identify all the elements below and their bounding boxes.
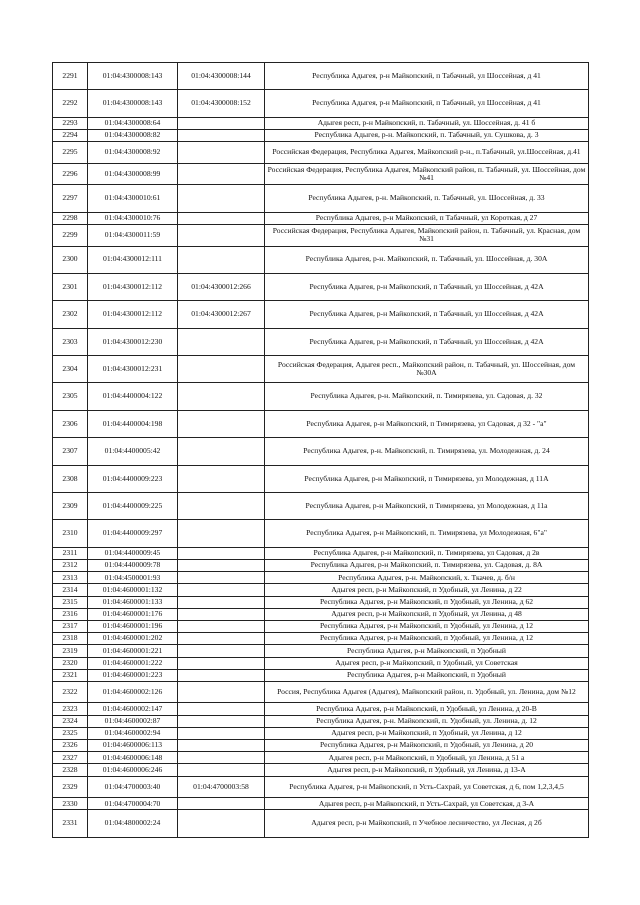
cadastral-number-cell: 01:04:4300011:59 <box>88 224 178 246</box>
address-cell: Республика Адыгея, р-н Майкопский, п Удобный, ул Ленина, д 20 <box>265 740 589 752</box>
linked-cadastral-number-cell <box>178 810 265 837</box>
cadastral-number-cell: 01:04:4800002:24 <box>88 810 178 837</box>
cadastral-number-cell: 01:04:4300008:143 <box>88 90 178 117</box>
cadastral-number-cell: 01:04:4600002:126 <box>88 681 178 703</box>
cadastral-number-cell: 01:04:4600001:222 <box>88 657 178 669</box>
address-cell: Республика Адыгея, р-н Майкопский, п Удобный, ул Ленина, д 12 <box>265 620 589 632</box>
cadastral-number-cell: 01:04:4600002:94 <box>88 727 178 739</box>
cadastral-number-cell: 01:04:4400009:78 <box>88 560 178 572</box>
address-cell: Республика Адыгея, р-н Майкопский, п. Тимирязева, ул. Садовая, д. 8А <box>265 560 589 572</box>
linked-cadastral-number-cell <box>178 645 265 657</box>
address-cell: Республика Адыгея, р-н. Майкопский, п. Тимирязева, ул. Садовая, д. 32 <box>265 383 589 410</box>
row-number-cell: 2304 <box>53 356 88 383</box>
address-cell: Адыгея респ, р-н Майкопский, п Удобный, ул Ленина, д 12 <box>265 727 589 739</box>
address-cell: Российская Федерация, Республика Адыгея, Майкопский район, п. Табачный, ул. Красная, дом №31 <box>265 224 589 246</box>
linked-cadastral-number-cell <box>178 727 265 739</box>
linked-cadastral-number-cell <box>178 752 265 764</box>
row-number-cell: 2330 <box>53 798 88 810</box>
address-cell: Республика Адыгея, р-н. Майкопский, п. Табачный, ул. Сушкова, д. 3 <box>265 129 589 141</box>
linked-cadastral-number-cell <box>178 410 265 437</box>
cadastral-number-cell: 01:04:4700004:70 <box>88 798 178 810</box>
table-row <box>53 727 589 739</box>
table-row <box>53 465 589 492</box>
linked-cadastral-number-cell <box>178 657 265 669</box>
row-number-cell: 2311 <box>53 547 88 559</box>
address-cell: Республика Адыгея, р-н Майкопский, п Табачный, ул Шоссейная, д 42А <box>265 273 589 300</box>
row-number-cell: 2321 <box>53 669 88 681</box>
address-cell: Республика Адыгея, р-н Майкопский, п Удобный <box>265 669 589 681</box>
table-row <box>53 681 589 703</box>
cadastral-number-cell: 01:04:4600001:221 <box>88 645 178 657</box>
table-row <box>53 493 589 520</box>
cadastral-number-cell: 01:04:4300012:112 <box>88 273 178 300</box>
table-row <box>53 356 589 383</box>
cadastral-number-cell: 01:04:4600001:196 <box>88 620 178 632</box>
row-number-cell: 2317 <box>53 620 88 632</box>
address-cell: Республика Адыгея, р-н. Майкопский, п. Тимирязева, ул. Молодежная, д. 24 <box>265 438 589 465</box>
row-number-cell: 2299 <box>53 224 88 246</box>
cadastral-number-cell: 01:04:4400005:42 <box>88 438 178 465</box>
cadastral-number-cell: 01:04:4300010:76 <box>88 212 178 224</box>
linked-cadastral-number-cell <box>178 328 265 355</box>
linked-cadastral-number-cell <box>178 669 265 681</box>
row-number-cell: 2301 <box>53 273 88 300</box>
cadastral-number-cell: 01:04:4500001:93 <box>88 572 178 584</box>
linked-cadastral-number-cell <box>178 356 265 383</box>
table-row <box>53 129 589 141</box>
table-row <box>53 547 589 559</box>
cadastral-number-cell: 01:04:4400004:122 <box>88 383 178 410</box>
row-number-cell: 2318 <box>53 633 88 645</box>
table-row <box>53 246 589 273</box>
row-number-cell: 2313 <box>53 572 88 584</box>
cadastral-number-cell: 01:04:4600001:202 <box>88 633 178 645</box>
linked-cadastral-number-cell <box>178 764 265 776</box>
table-row <box>53 715 589 727</box>
row-number-cell: 2307 <box>53 438 88 465</box>
address-cell: Республика Адыгея, р-н Майкопский, п. Тимирязева, ул Садовая, д 2в <box>265 547 589 559</box>
linked-cadastral-number-cell <box>178 798 265 810</box>
linked-cadastral-number-cell <box>178 596 265 608</box>
table-row <box>53 142 589 164</box>
table-row <box>53 90 589 117</box>
linked-cadastral-number-cell <box>178 608 265 620</box>
linked-cadastral-number-cell: 01:04:4300008:144 <box>178 63 265 90</box>
linked-cadastral-number-cell: 01:04:4300012:267 <box>178 301 265 328</box>
address-cell: Республика Адыгея, р-н. Майкопский, х. Ткачев, д. б/н <box>265 572 589 584</box>
linked-cadastral-number-cell <box>178 715 265 727</box>
cadastral-number-cell: 01:04:4300008:99 <box>88 163 178 185</box>
table-row <box>53 596 589 608</box>
row-number-cell: 2328 <box>53 764 88 776</box>
table-row <box>53 584 589 596</box>
cadastral-number-cell: 01:04:4600001:223 <box>88 669 178 681</box>
address-cell: Республика Адыгея, р-н. Майкопский, п. Табачный, ул. Шоссейная, д. 30А <box>265 246 589 273</box>
linked-cadastral-number-cell <box>178 163 265 185</box>
address-cell: Адыгея респ, р-н Майкопский, п Удобный, ул Ленина, д 48 <box>265 608 589 620</box>
table-row <box>53 212 589 224</box>
address-cell: Республика Адыгея, р-н Майкопский, п Табачный, ул Короткая, д 27 <box>265 212 589 224</box>
address-cell: Адыгея респ, р-н Майкопский, п Удобный, ул Ленина, д 13-А <box>265 764 589 776</box>
address-cell: Республика Адыгея, р-н Майкопский, п Тимирязева, ул Молодежная, д 11А <box>265 465 589 492</box>
address-cell: Республика Адыгея, р-н Майкопский, п Табачный, ул Шоссейная, д 42А <box>265 301 589 328</box>
row-number-cell: 2323 <box>53 703 88 715</box>
linked-cadastral-number-cell <box>178 224 265 246</box>
linked-cadastral-number-cell <box>178 246 265 273</box>
row-number-cell: 2322 <box>53 681 88 703</box>
cadastral-number-cell: 01:04:4600006:246 <box>88 764 178 776</box>
address-cell: Республика Адыгея, р-н Майкопский, п Удобный, ул Ленина, д 62 <box>265 596 589 608</box>
table-row <box>53 633 589 645</box>
row-number-cell: 2302 <box>53 301 88 328</box>
cadastral-number-cell: 01:04:4300012:112 <box>88 301 178 328</box>
linked-cadastral-number-cell <box>178 465 265 492</box>
table-row <box>53 764 589 776</box>
address-cell: Адыгея респ, р-н Майкопский, п Учебное лесничество, ул Лесная, д 2б <box>265 810 589 837</box>
linked-cadastral-number-cell <box>178 620 265 632</box>
address-cell: Республика Адыгея, р-н Майкопский, п. Тимирязева, ул Молодежная, 6"а" <box>265 520 589 547</box>
linked-cadastral-number-cell: 01:04:4300012:266 <box>178 273 265 300</box>
cadastral-number-cell: 01:04:4400004:198 <box>88 410 178 437</box>
cadastral-number-cell: 01:04:4400009:223 <box>88 465 178 492</box>
linked-cadastral-number-cell <box>178 142 265 164</box>
table-row <box>53 520 589 547</box>
address-cell: Адыгея респ, р-н Майкопский, п Удобный, ул Ленина, д 22 <box>265 584 589 596</box>
linked-cadastral-number-cell <box>178 560 265 572</box>
address-cell: Российская Федерация, Республика Адыгея, Майкопский район, п. Табачный, ул. Шоссейная, дом №41 <box>265 163 589 185</box>
cadastral-number-cell: 01:04:4300008:64 <box>88 117 178 129</box>
cadastral-number-cell: 01:04:4400009:45 <box>88 547 178 559</box>
row-number-cell: 2293 <box>53 117 88 129</box>
row-number-cell: 2292 <box>53 90 88 117</box>
table-row <box>53 163 589 185</box>
row-number-cell: 2295 <box>53 142 88 164</box>
cadastral-number-cell: 01:04:4300010:61 <box>88 185 178 212</box>
address-cell: Российская Федерация, Адыгея респ., Майкопский район, п. Табачный, ул. Шоссейная, дом №30А <box>265 356 589 383</box>
cadastral-number-cell: 01:04:4300012:230 <box>88 328 178 355</box>
table-row <box>53 383 589 410</box>
table-row <box>53 572 589 584</box>
property-registry-table <box>52 62 589 838</box>
address-cell: Республика Адыгея, р-н Майкопский, п Тимирязева, ул Садовая, д 32 - "а" <box>265 410 589 437</box>
row-number-cell: 2327 <box>53 752 88 764</box>
linked-cadastral-number-cell <box>178 438 265 465</box>
table-row <box>53 810 589 837</box>
row-number-cell: 2305 <box>53 383 88 410</box>
cadastral-number-cell: 01:04:4600001:133 <box>88 596 178 608</box>
table-row <box>53 301 589 328</box>
row-number-cell: 2316 <box>53 608 88 620</box>
row-number-cell: 2320 <box>53 657 88 669</box>
cadastral-number-cell: 01:04:4600001:132 <box>88 584 178 596</box>
table-row <box>53 185 589 212</box>
row-number-cell: 2308 <box>53 465 88 492</box>
row-number-cell: 2294 <box>53 129 88 141</box>
linked-cadastral-number-cell <box>178 740 265 752</box>
row-number-cell: 2300 <box>53 246 88 273</box>
address-cell: Республика Адыгея, р-н. Майкопский, п. Удобный, ул. Ленина, д. 12 <box>265 715 589 727</box>
linked-cadastral-number-cell: 01:04:4700003:58 <box>178 776 265 798</box>
row-number-cell: 2326 <box>53 740 88 752</box>
table-row <box>53 776 589 798</box>
table-row <box>53 224 589 246</box>
cadastral-number-cell: 01:04:4300012:231 <box>88 356 178 383</box>
cadastral-number-cell: 01:04:4600001:176 <box>88 608 178 620</box>
address-cell: Республика Адыгея, р-н Майкопский, п Табачный, ул Шоссейная, д 42А <box>265 328 589 355</box>
row-number-cell: 2291 <box>53 63 88 90</box>
address-cell: Адыгея респ, р-н Майкопский, п. Табачный, ул. Шоссейная, д. 41 б <box>265 117 589 129</box>
row-number-cell: 2297 <box>53 185 88 212</box>
table-row <box>53 645 589 657</box>
row-number-cell: 2309 <box>53 493 88 520</box>
cadastral-number-cell: 01:04:4700003:40 <box>88 776 178 798</box>
row-number-cell: 2303 <box>53 328 88 355</box>
table-row <box>53 608 589 620</box>
linked-cadastral-number-cell: 01:04:4300008:152 <box>178 90 265 117</box>
linked-cadastral-number-cell <box>178 703 265 715</box>
cadastral-number-cell: 01:04:4300008:92 <box>88 142 178 164</box>
cadastral-number-cell: 01:04:4600006:148 <box>88 752 178 764</box>
registry-table-body <box>53 63 589 838</box>
row-number-cell: 2331 <box>53 810 88 837</box>
table-row <box>53 273 589 300</box>
linked-cadastral-number-cell <box>178 117 265 129</box>
cadastral-number-cell: 01:04:4300012:111 <box>88 246 178 273</box>
table-row <box>53 410 589 437</box>
table-row <box>53 669 589 681</box>
address-cell: Российская Федерация, Республика Адыгея, Майкопский р-н., п.Табачный, ул.Шоссейная, д.41 <box>265 142 589 164</box>
linked-cadastral-number-cell <box>178 547 265 559</box>
table-row <box>53 703 589 715</box>
address-cell: Республика Адыгея, р-н Майкопский, п Тимирязева, ул Молодежная, д 11а <box>265 493 589 520</box>
row-number-cell: 2312 <box>53 560 88 572</box>
address-cell: Республика Адыгея, р-н Майкопский, п Усть-Сахрай, ул Советская, д 6, пом 1,2,3,4,5 <box>265 776 589 798</box>
row-number-cell: 2298 <box>53 212 88 224</box>
linked-cadastral-number-cell <box>178 633 265 645</box>
linked-cadastral-number-cell <box>178 185 265 212</box>
linked-cadastral-number-cell <box>178 493 265 520</box>
row-number-cell: 2329 <box>53 776 88 798</box>
address-cell: Республика Адыгея, р-н Майкопский, п Табачный, ул Шоссейная, д 41 <box>265 90 589 117</box>
cadastral-number-cell: 01:04:4400009:297 <box>88 520 178 547</box>
cadastral-number-cell: 01:04:4600002:147 <box>88 703 178 715</box>
linked-cadastral-number-cell <box>178 520 265 547</box>
address-cell: Республика Адыгея, р-н Майкопский, п Удобный <box>265 645 589 657</box>
cadastral-number-cell: 01:04:4300008:82 <box>88 129 178 141</box>
row-number-cell: 2306 <box>53 410 88 437</box>
table-row <box>53 752 589 764</box>
row-number-cell: 2324 <box>53 715 88 727</box>
cadastral-number-cell: 01:04:4400009:225 <box>88 493 178 520</box>
address-cell: Адыгея респ, р-н Майкопский, п Удобный, ул Ленина, д 51 а <box>265 752 589 764</box>
linked-cadastral-number-cell <box>178 383 265 410</box>
table-row <box>53 740 589 752</box>
row-number-cell: 2310 <box>53 520 88 547</box>
row-number-cell: 2314 <box>53 584 88 596</box>
linked-cadastral-number-cell <box>178 681 265 703</box>
linked-cadastral-number-cell <box>178 129 265 141</box>
cadastral-number-cell: 01:04:4600006:113 <box>88 740 178 752</box>
row-number-cell: 2315 <box>53 596 88 608</box>
address-cell: Республика Адыгея, р-н Майкопский, п Табачный, ул Шоссейная, д 41 <box>265 63 589 90</box>
row-number-cell: 2319 <box>53 645 88 657</box>
address-cell: Республика Адыгея, р-н Майкопский, п Удобный, ул Ленина, д 12 <box>265 633 589 645</box>
table-row <box>53 657 589 669</box>
address-cell: Россия, Республика Адыгея (Адыгея), Майкопский район, п. Удобный, ул. Ленина, дом №12 <box>265 681 589 703</box>
table-row <box>53 63 589 90</box>
cadastral-number-cell: 01:04:4300008:143 <box>88 63 178 90</box>
address-cell: Адыгея респ, р-н Майкопский, п Удобный, ул Советская <box>265 657 589 669</box>
address-cell: Адыгея респ, р-н Майкопский, п Усть-Сахрай, ул Советская, д 3-А <box>265 798 589 810</box>
linked-cadastral-number-cell <box>178 584 265 596</box>
linked-cadastral-number-cell <box>178 572 265 584</box>
address-cell: Республика Адыгея, р-н Майкопский, п Удобный, ул Ленина, д 20-В <box>265 703 589 715</box>
row-number-cell: 2296 <box>53 163 88 185</box>
table-row <box>53 620 589 632</box>
table-row <box>53 438 589 465</box>
cadastral-number-cell: 01:04:4600002:87 <box>88 715 178 727</box>
address-cell: Республика Адыгея, р-н. Майкопский, п. Табачный, ул. Шоссейная, д. 33 <box>265 185 589 212</box>
table-row <box>53 117 589 129</box>
row-number-cell: 2325 <box>53 727 88 739</box>
table-row <box>53 328 589 355</box>
table-row <box>53 560 589 572</box>
linked-cadastral-number-cell <box>178 212 265 224</box>
table-row <box>53 798 589 810</box>
